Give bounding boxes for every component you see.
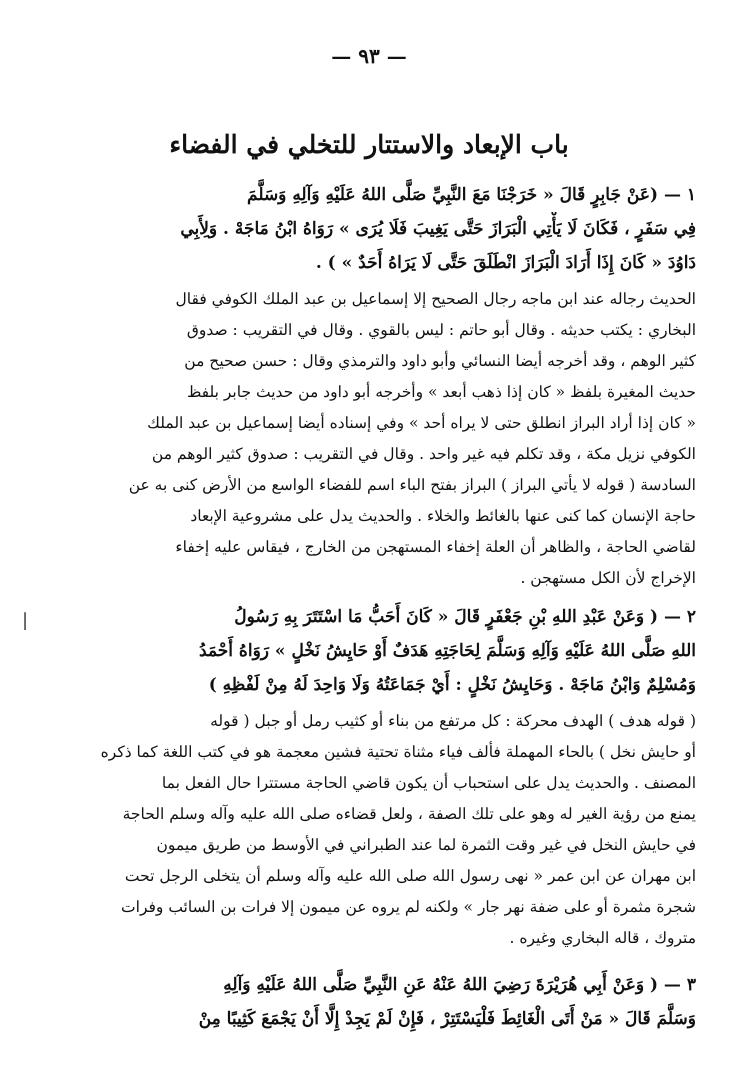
text-line: المصنف . والحديث يدل على استحباب أن يكون قاضي الحاجة مستترا حال الفعل بما	[161, 774, 696, 792]
commentary-1	[52, 284, 696, 594]
text-line: حاجة الإنسان كما كنى عنها بالغائط والخلاء . والحديث يدل على مشروعية الإبعاد	[190, 507, 696, 525]
text-line: ١ — (عَنْ جَابِرٍ قَالَ « خَرَجْنَا مَعَ النَّبِيِّ صَلَّى اللهُ عَلَيْهِ وَآلِهِ وَسَلَّمَ	[247, 185, 696, 205]
text-line: لقاضي الحاجة ، والظاهر أن العلة إخفاء المستهجن من الخارج ، فيقاس عليه إخفاء	[175, 538, 696, 556]
text-line: ابن مهران عن ابن عمر « نهى رسول الله صلى الله عليه وآله وسلم أن يتخلى الرجل تحت	[124, 867, 696, 885]
text-line: فِي سَفَرٍ ، فَكَانَ لَا يَأْتِي الْبَرَازَ حَتَّى يَغِيبَ فَلَا يُرَى » رَوَاهُ ابْنُ مَاجَهْ . وَلِأَبِي	[180, 219, 696, 239]
hadith-2	[52, 600, 696, 702]
text-line: متروك ، قاله البخاري وغيره .	[509, 929, 696, 947]
page-number: — ٩٣ —	[331, 44, 407, 68]
text-line: اللهِ صَلَّى اللهُ عَلَيْهِ وَآلِهِ وَسَلَّمَ لِحَاجَتِهِ هَدَفٌ أَوْ حَايِشُ نَخْلٍ » رَوَاهُ أَحْمَدُ	[199, 641, 696, 661]
commentary-2	[52, 706, 696, 954]
chapter-title: باب الإبعاد والاستتار للتخلي في الفضاء	[169, 130, 569, 159]
text-line: « كان إذا أراد البراز انطلق حتى لا يراه أحد » وفي إسناده أيضا إسماعيل بن عبد الملك	[147, 414, 696, 432]
text-line: الحديث رجاله عند ابن ماجه رجال الصحيح إلا إسماعيل بن عبد الملك الكوفي فقال	[175, 290, 696, 308]
text-line: أو حايش نخل ) بالحاء المهملة فألف فياء مثناة تحتية فشين معجمة هو في كتب اللغة كما ذكره	[100, 743, 696, 761]
text-line: وَسَلَّمَ قَالَ « مَنْ أَتَى الْغَائِطَ فَلْيَسْتَتِرْ ، فَإِنْ لَمْ يَجِدْ إِلَّا أَنْ يَجْمَعَ كَثِيبًا مِنْ	[198, 1009, 696, 1029]
text-line: وَمُسْلِمٌ وَابْنُ مَاجَهْ . وَحَايِشُ نَخْلٍ : أَيْ جَمَاعَتُهُ وَلَا وَاحِدَ لَهُ مِنْ لَفْظِهِ )	[208, 675, 696, 695]
text-line: دَاوُدَ « كَانَ إِذَا أَرَادَ الْبَرَازَ انْطَلَقَ حَتَّى لَا يَرَاهُ أَحَدٌ » ) .	[315, 253, 696, 273]
hadith-3	[52, 968, 696, 1036]
text-line: كثير الوهم ، وقد أخرجه أيضا النسائي وأبو داود والترمذي وقال : حسن صحيح من	[184, 352, 696, 370]
text-line: الكوفي نزيل مكة ، وقد تكلم فيه غير واحد . وقال في التقريب : صدوق كثير الوهم من	[151, 445, 696, 463]
text-line: ٣ — ( وَعَنْ أَبِي هُرَيْرَةَ رَضِيَ اللهُ عَنْهُ عَنِ النَّبِيِّ صَلَّى اللهُ عَلَيْهِ وَآلِهِ	[223, 975, 696, 995]
text-line: الإخراج لأن الكل مستهجن .	[520, 569, 696, 587]
hadith-1	[52, 178, 696, 280]
margin-mark: |	[22, 610, 29, 631]
text-line: ( قوله هدف ) الهدف محركة : كل مرتفع من بناء أو كثيب رمل أو جبل ( قوله	[210, 712, 696, 730]
text-line: حديث المغيرة بلفظ « كان إذا ذهب أبعد » وأخرجه أبو داود من حديث جابر بلفظ	[186, 383, 696, 401]
text-line: شجرة مثمرة أو على ضفة نهر جار » ولكنه لم يروه عن ميمون إلا فرات بن السائب وفرات	[121, 898, 696, 916]
text-line: ٢ — ( وَعَنْ عَبْدِ اللهِ بْنِ جَعْفَرٍ قَالَ « كَانَ أَحَبُّ مَا اسْتَتَرَ بِهِ رَسُولُ	[234, 607, 696, 627]
text-line: السادسة ( قوله لا يأتي البراز ) البراز بفتح الباء اسم للفضاء الواسع من الأرض كنى به عن	[128, 476, 696, 494]
text-line: البخاري : يكتب حديثه . وقال أبو حاتم : ليس بالقوي . وقال في التقريب : صدوق	[186, 321, 696, 339]
text-line: في حايش النخل في غير وقت الثمرة لما عند الطبراني في الأوسط من طريق ميمون	[156, 836, 696, 854]
text-line: يمنع من رؤية الغير له وهو على تلك الصفة ، ولعل قضاءه صلى الله عليه وآله وسلم الحاجة	[122, 805, 696, 823]
